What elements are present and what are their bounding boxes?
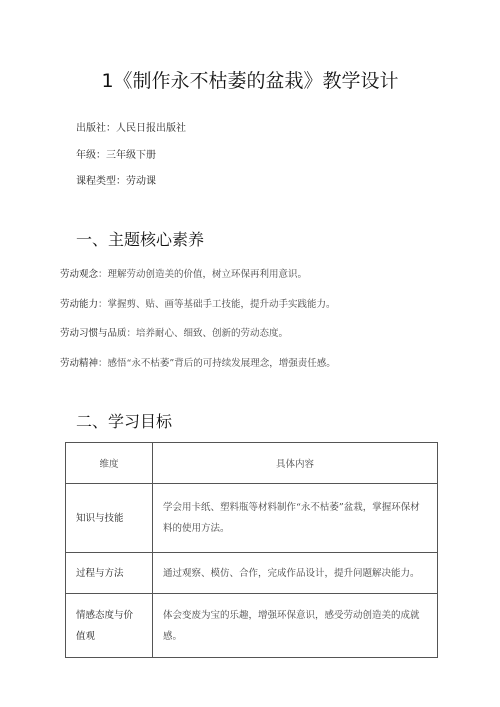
dimension-text: 过程与方法 bbox=[76, 567, 124, 579]
literacy-item bbox=[60, 266, 307, 280]
literacy-item-label: 劳动习惯与品质 bbox=[60, 328, 127, 339]
section-heading-literacy: 一、主题核心素养 bbox=[76, 230, 205, 249]
literacy-item bbox=[60, 355, 336, 369]
literacy-item-text: ：培养耐心、细致、创新的劳动态度。 bbox=[126, 328, 289, 339]
literacy-item-label: 劳动能力 bbox=[60, 299, 99, 310]
table-header-content: 具体内容 bbox=[153, 443, 438, 484]
literacy-item-text: ：理解劳动创造美的价值，树立环保再利用意识。 bbox=[98, 269, 308, 280]
grade-line: 年级：三年级下册 bbox=[76, 150, 156, 161]
literacy-item bbox=[60, 325, 288, 339]
literacy-item-text: ：掌握剪、贴、画等基础手工技能，提升动手实践能力。 bbox=[98, 299, 336, 310]
course-type-line: 课程类型：劳动课 bbox=[76, 176, 156, 187]
table-cell-content: 通过观察、模仿、合作，完成作品设计，提升问题解决能力。 bbox=[153, 553, 438, 594]
table-row bbox=[66, 553, 438, 594]
table-row bbox=[66, 484, 438, 553]
table-header-row bbox=[66, 443, 438, 484]
learning-goals-table bbox=[65, 442, 438, 658]
table-cell-dimension bbox=[66, 594, 153, 658]
literacy-item bbox=[60, 296, 336, 310]
table-cell-dimension bbox=[66, 484, 153, 553]
dimension-text: 知识与技能 bbox=[76, 512, 124, 524]
literacy-item-label: 劳动观念 bbox=[60, 269, 99, 280]
table-row bbox=[66, 594, 438, 658]
publisher-line: 出版社：人民日报出版社 bbox=[76, 123, 186, 134]
literacy-item-label: 劳动精神 bbox=[60, 358, 99, 369]
table-header-dimension: 维度 bbox=[66, 443, 153, 484]
literacy-item-text: ：感悟“永不枯萎”背后的可持续发展理念，增强责任感。 bbox=[98, 358, 336, 369]
table-cell-content: 学会用卡纸、塑料瓶等材料制作“永不枯萎”盆栽，掌握环保材料的使用方法。 bbox=[153, 484, 438, 553]
table-cell-content: 体会变废为宝的乐趣，增强环保意识，感受劳动创造美的成就感。 bbox=[153, 594, 438, 658]
document-title: 1《制作永不枯萎的盆栽》教学设计 bbox=[101, 70, 399, 92]
dimension-text: 情感态度与价值观 bbox=[76, 609, 134, 642]
table-cell-dimension bbox=[66, 553, 153, 594]
section-heading-goals: 二、学习目标 bbox=[76, 412, 173, 431]
